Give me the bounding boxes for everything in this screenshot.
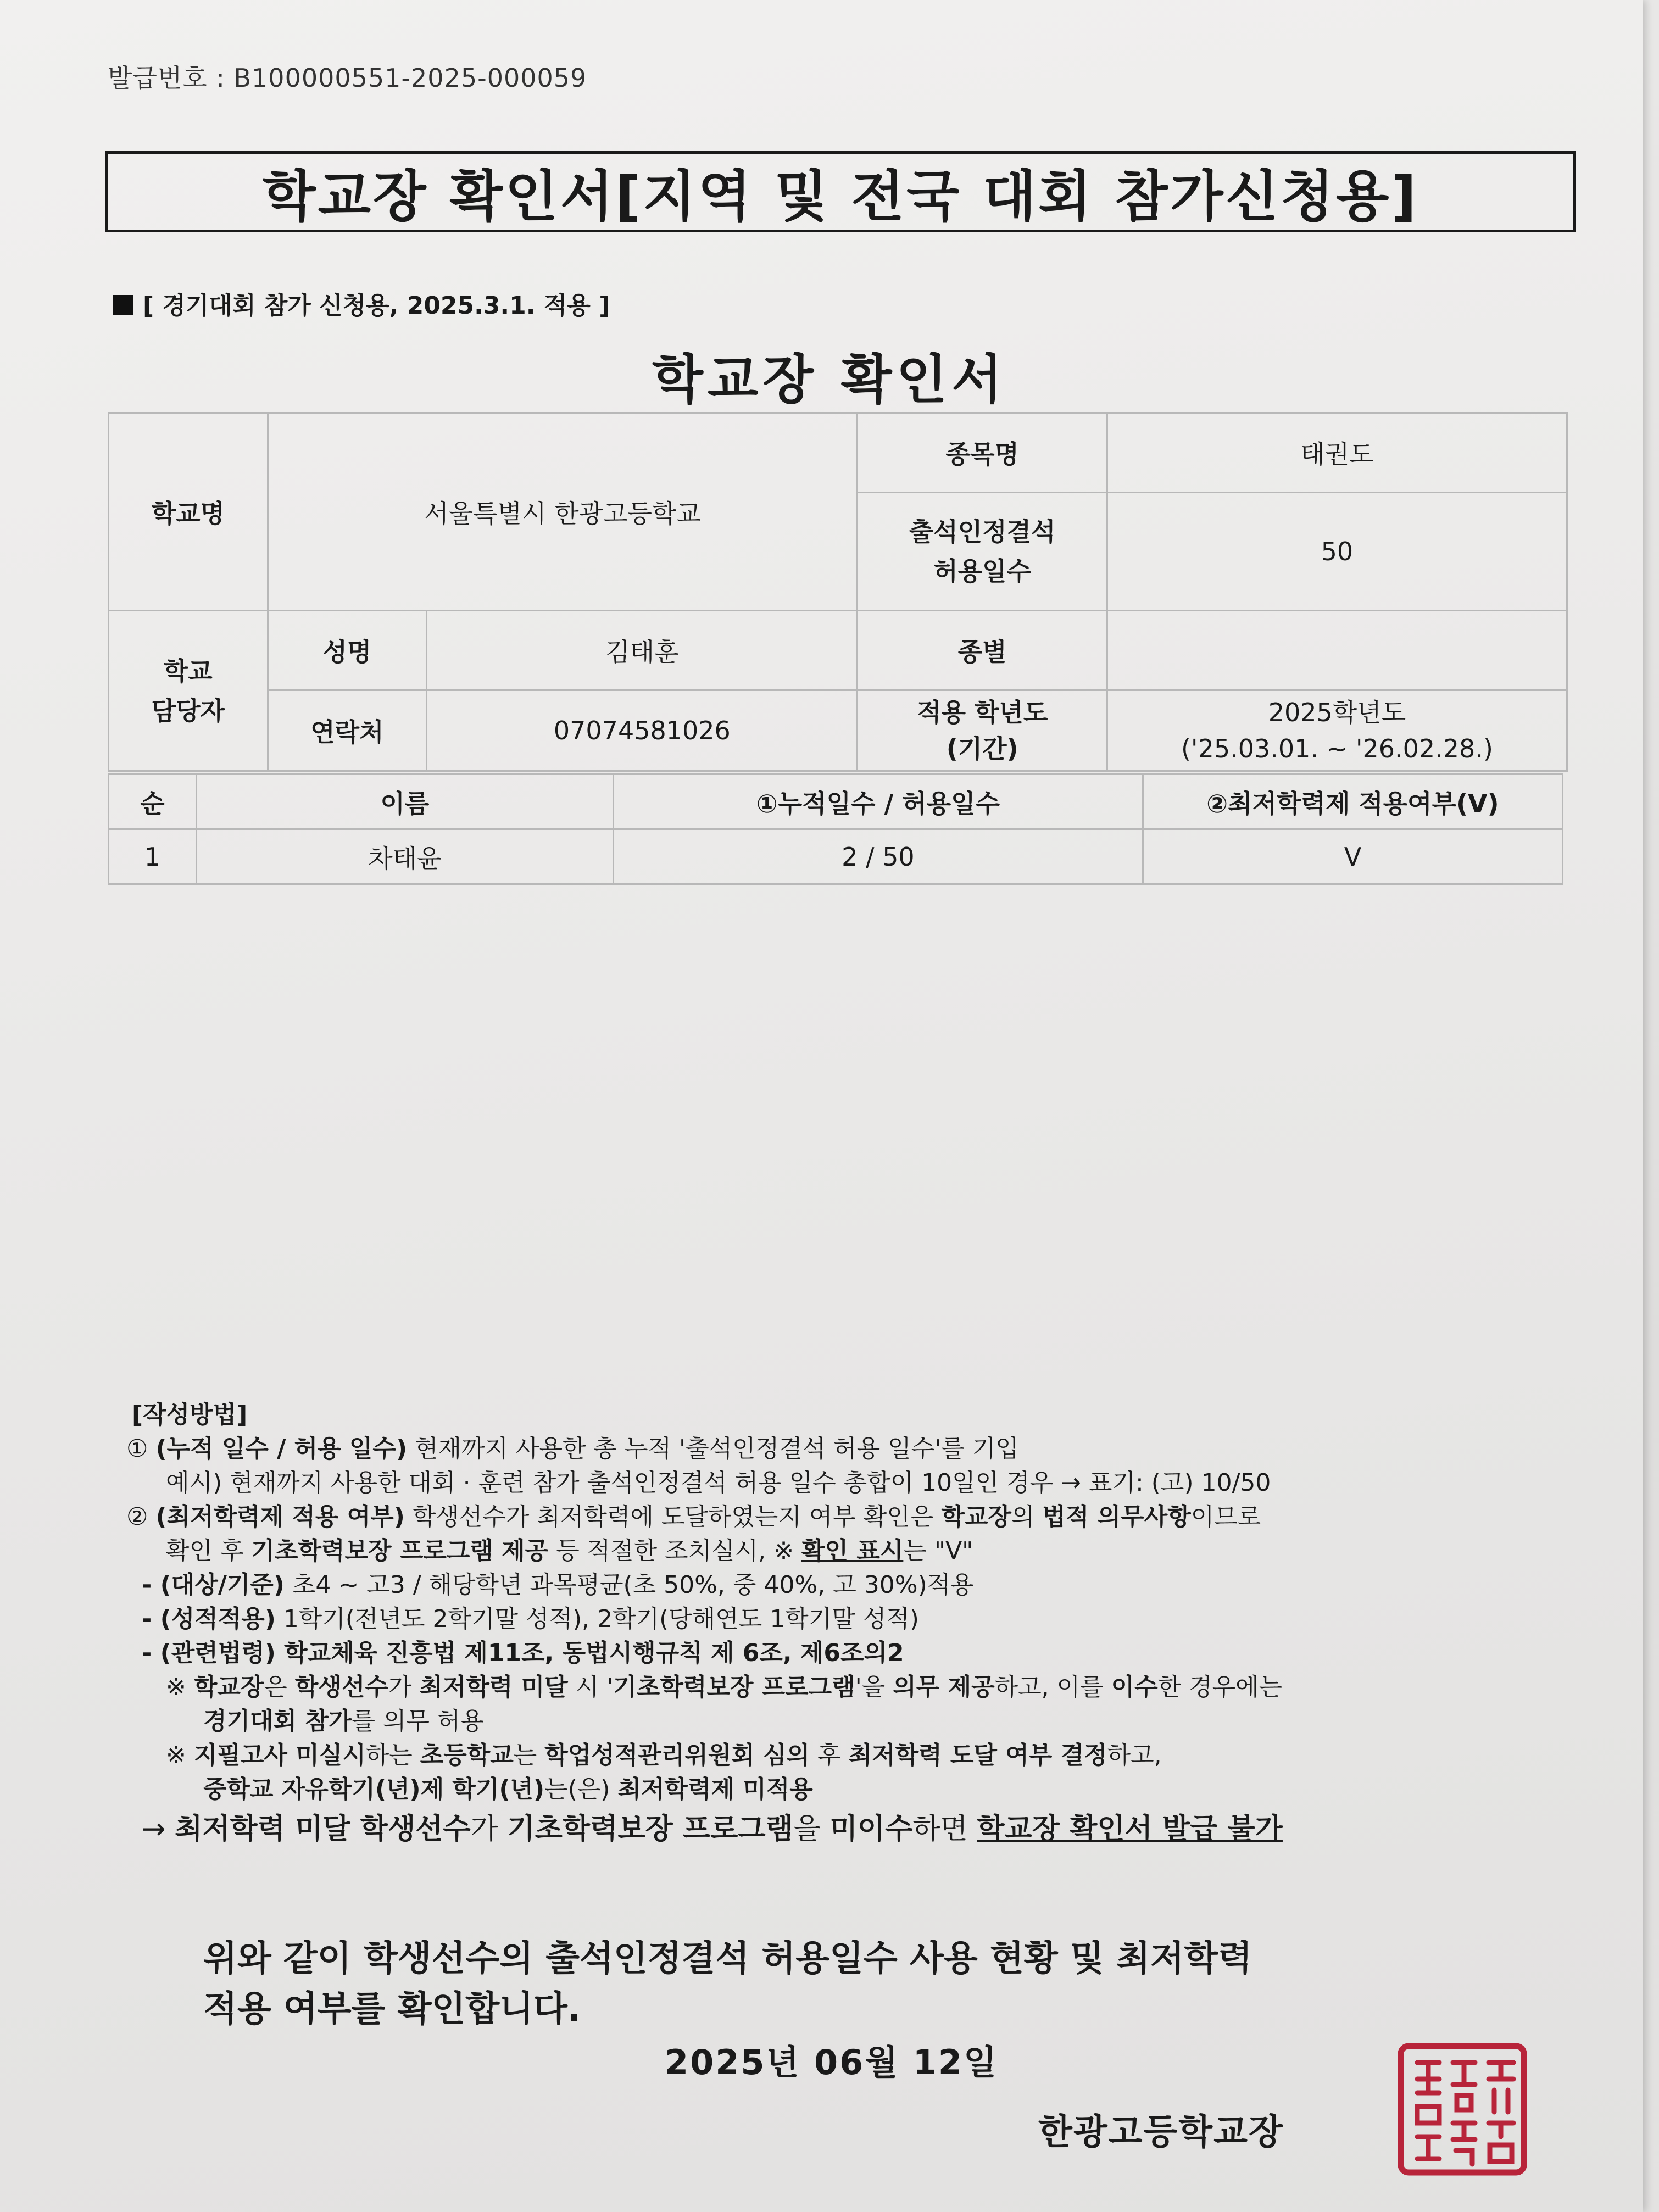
method-line-8: [126, 1670, 1555, 1704]
year-value: [1107, 690, 1567, 771]
main-title: 학교장 확인서[지역 및 전국 대회 참가신청용]: [262, 164, 1419, 229]
year-label: [858, 690, 1107, 771]
m-l10-b4: 최저학력 도달 여부 결정: [848, 1741, 1107, 1769]
info-table: [108, 412, 1568, 772]
m-l5-b: - (대상/기준): [142, 1571, 285, 1599]
m-l4-t3: 는 "V": [903, 1537, 973, 1565]
contact-label-2: 담당자: [151, 695, 225, 726]
year-value-1: 2025학년도: [1268, 698, 1406, 727]
m-l3-b: (최저학력제 적용 여부): [155, 1503, 405, 1531]
m-l5-t: 초4 ~ 고3 / 해당학년 과목평균(초 50%, 중 40%, 고 30%)적용: [284, 1571, 974, 1599]
m-l3-t3: 이므로: [1190, 1503, 1261, 1531]
m-l12-b4: 학교장 확인서 발급 불가: [977, 1813, 1283, 1846]
m-l1-b: (누적 일수 / 허용 일수): [155, 1435, 408, 1463]
m-l3-t2: 의: [1011, 1503, 1043, 1531]
m-l8-b2: 학생선수: [294, 1673, 388, 1701]
m-l12-b1: 최저학력 미달 학생선수: [175, 1813, 471, 1846]
m-l6-t: 1학기(전년도 2학기말 성적), 2학기(당해연도 1학기말 성적): [275, 1605, 919, 1633]
method-line-1: [126, 1432, 1555, 1466]
m-l11-t1: 는(은): [544, 1775, 618, 1803]
m-l3-b3: 법적 의무사항: [1042, 1503, 1191, 1531]
m-l10-b2: 초등학교: [420, 1741, 514, 1769]
year-label-1: 적용 학년도: [917, 698, 1048, 727]
issue-number: 발급번호 : B100000551-2025-000059: [108, 63, 587, 93]
m-l7-b: - (관련법령) 학교체육 진흥법 제11조, 동법시행규칙 제 6조, 제6조의2: [142, 1639, 904, 1667]
method-line-12: [126, 1812, 1555, 1846]
method-heading-text: [작성방법]: [132, 1401, 248, 1429]
m-l10-t5: 하고,: [1107, 1741, 1162, 1769]
col-header-name: 이름: [196, 775, 613, 829]
m-l12-b2: 기초학력보장 프로그램: [507, 1813, 793, 1846]
kind-value: [1107, 611, 1567, 690]
contact-label: [109, 611, 268, 771]
m-l3-t1: 학생선수가 최저학력에 도달하였는지 여부 확인은: [404, 1503, 942, 1531]
allow-days-label: [858, 493, 1107, 611]
m-l10-t4: 후: [810, 1741, 849, 1769]
school-seal-stamp-icon: [1395, 2041, 1529, 2178]
m-l8-t4: 시 ': [567, 1673, 614, 1701]
method-line-6: [126, 1602, 1555, 1636]
row-name: 차태윤: [196, 829, 613, 884]
m-l4-t2: 등 적절한 조치실시, ※: [548, 1537, 801, 1565]
subtitle: 학교장 확인서: [652, 349, 1007, 410]
black-square-icon: [113, 295, 133, 315]
phone-value: 07074581026: [427, 690, 858, 771]
m-l8-t6: 하고, 이를: [994, 1673, 1111, 1701]
event-value: 태권도: [1107, 413, 1567, 493]
m-l9-b1: 경기대회 참가: [203, 1707, 352, 1735]
writing-method: [126, 1398, 1555, 1846]
row-applied: V: [1143, 829, 1562, 884]
m-l6-b: - (성적적용): [142, 1605, 276, 1633]
confirm-line-2: 적용 여부를 확인합니다.: [203, 1989, 581, 2030]
m-l4-t1: 확인 후: [166, 1537, 252, 1565]
m-l2: 예시) 현재까지 사용한 대회 · 훈련 참가 출석인정결석 허용 일수 총합이 10일인 경우 → 표기: (고) 10/50: [166, 1469, 1271, 1497]
method-heading: [126, 1398, 1555, 1432]
allow-days-label-2: 허용일수: [933, 556, 1032, 586]
row-days: 2 / 50: [613, 829, 1143, 884]
allow-days-value: 50: [1107, 493, 1567, 611]
circled-one: ①: [126, 1435, 148, 1463]
m-l12-t1: →: [142, 1813, 175, 1846]
school-value: 서울특별시 한광고등학교: [268, 413, 858, 611]
table-row: [109, 829, 1563, 884]
kind-label: 종별: [858, 611, 1107, 690]
m-l12-b3: 미이수: [830, 1813, 913, 1846]
year-label-2: (기간): [946, 734, 1018, 764]
m-l10-b3: 학업성적관리위원회 심의: [544, 1741, 810, 1769]
m-l11-b2: 최저학력제 미적용: [617, 1775, 813, 1803]
student-table-header: [109, 775, 1563, 829]
m-l8-b6: 이수: [1111, 1673, 1158, 1701]
issue-date: 2025년 06월 12일: [665, 2042, 998, 2082]
m-l12-t2: 가: [470, 1813, 508, 1846]
m-l8-b5: 의무 제공: [893, 1673, 995, 1701]
method-line-9: [126, 1704, 1555, 1739]
m-l12-t3: 을: [793, 1813, 830, 1846]
phone-label: 연락처: [268, 690, 427, 771]
name-value: 김태훈: [427, 611, 858, 690]
m-l8-t2: 은: [264, 1673, 295, 1701]
method-line-11: [126, 1773, 1555, 1807]
name-label: 성명: [268, 611, 427, 690]
m-l8-t3: 가: [388, 1673, 420, 1701]
main-title-box: [105, 151, 1576, 232]
usage-note: [113, 286, 610, 321]
contact-label-1: 학교: [163, 656, 213, 686]
student-table: [108, 773, 1563, 885]
circled-two: ②: [126, 1503, 148, 1531]
method-line-7: [126, 1636, 1555, 1670]
m-l8-b3: 최저학력 미달: [419, 1673, 568, 1701]
m-l8-t1: ※: [166, 1673, 194, 1701]
m-l8-b1: 학교장: [193, 1673, 264, 1701]
m-l8-t5: '을: [855, 1673, 893, 1701]
m-l10-t1: ※: [166, 1741, 194, 1769]
method-line-3: [126, 1500, 1555, 1534]
seal-marks: [1401, 2046, 1524, 2172]
m-l10-t3: 는: [513, 1741, 545, 1769]
row-no: 1: [109, 829, 197, 884]
usage-note-text: [ 경기대회 참가 신청용, 2025.3.1. 적용 ]: [143, 292, 610, 320]
allow-days-label-1: 출석인정결석: [909, 517, 1056, 547]
m-l10-t2: 하는: [365, 1741, 420, 1769]
m-l10-b1: 지필고사 미실시: [193, 1741, 366, 1769]
m-l3-b2: 학교장: [941, 1503, 1011, 1531]
m-l1-t: 현재까지 사용한 총 누적 '출석인정결석 허용 일수'를 기입: [407, 1435, 1019, 1463]
m-l4-b1: 기초학력보장 프로그램 제공: [251, 1537, 549, 1565]
year-value-2: ('25.03.01. ~ '26.02.28.): [1181, 734, 1493, 764]
m-l4-b2: 확인 표시: [801, 1537, 904, 1565]
method-line-2: [126, 1466, 1555, 1500]
method-line-5: [126, 1568, 1555, 1602]
col-header-applied: ②최저학력제 적용여부(V): [1143, 775, 1562, 829]
m-l12-t4: 하면: [912, 1813, 977, 1846]
m-l8-b4: 기초학력보장 프로그램: [613, 1673, 855, 1701]
confirm-line-1: 위와 같이 학생선수의 출석인정결석 허용일수 사용 현황 및 최저학력: [203, 1938, 1252, 1979]
m-l11-b1: 중학교 자유학기(년)제 학기(년): [203, 1775, 545, 1803]
confirm-statement: [203, 1934, 1252, 2035]
signer: 한광고등학교장: [1038, 2112, 1284, 2153]
col-header-days: ①누적일수 / 허용일수: [613, 775, 1143, 829]
m-l8-t7: 한 경우에는: [1157, 1673, 1283, 1701]
m-l9-t1: 를 의무 허용: [352, 1707, 484, 1735]
method-line-4: [126, 1534, 1555, 1568]
col-header-no: 순: [109, 775, 197, 829]
event-label: 종목명: [858, 413, 1107, 493]
method-line-10: [126, 1739, 1555, 1773]
school-label: 학교명: [109, 413, 268, 611]
